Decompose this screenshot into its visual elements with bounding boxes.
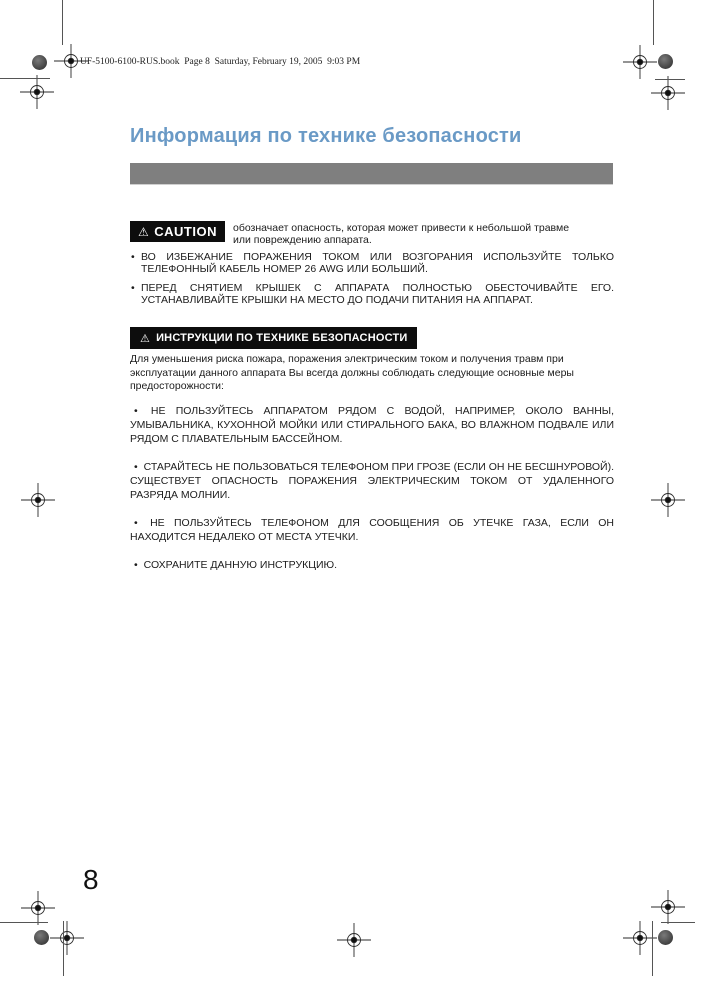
crop-line: [63, 921, 64, 976]
list-item: [130, 282, 614, 306]
bullet-icon: •: [131, 282, 135, 294]
registration-crosshair-icon: [651, 483, 685, 517]
caution-label: [130, 221, 225, 242]
bullet-text: НЕ ПОЛЬЗУЙТЕСЬ ТЕЛЕФОНОМ ДЛЯ СООБЩЕНИЯ ОБ УТЕЧКЕ ГАЗА, ЕСЛИ ОН НАХОДИТСЯ НЕДАЛЕКО ОТ МЕСТА УТЕЧКИ.: [130, 517, 615, 543]
registration-dot: [658, 930, 673, 945]
title-divider-bar: [130, 163, 613, 185]
registration-dot: [34, 930, 49, 945]
safety-intro: Для уменьшения риска пожара, поражения электрическим током и получения травм при эксплуатации данного аппарата Вы всегда должны соблюдать следующие основные меры предосторожности:: [130, 353, 574, 392]
crop-line: [62, 0, 63, 45]
list-item: [130, 516, 614, 544]
registration-crosshair-icon: [651, 890, 685, 924]
bullet-text: ВО ИЗБЕЖАНИЕ ПОРАЖЕНИЯ ТОКОМ ИЛИ ВОЗГОРАНИЯ ИСПОЛЬЗУЙТЕ ТОЛЬКО ТЕЛЕФОННЫЙ КАБЕЛЬ НОМЕР 26 AWG ИЛИ БОЛЬШИЙ.: [141, 251, 614, 275]
registration-crosshair-icon: [21, 891, 55, 925]
bullet-icon: •: [134, 461, 138, 473]
registration-crosshair-icon: [337, 923, 371, 957]
crop-line: [652, 921, 653, 976]
bullet-text: СТАРАЙТЕСЬ НЕ ПОЛЬЗОВАТЬСЯ ТЕЛЕФОНОМ ПРИ ГРОЗЕ (ЕСЛИ ОН НЕ БЕСШНУРОВОЙ). СУЩЕСТВУЕТ ОПАСНОСТЬ ПОРАЖЕНИЯ ЭЛЕКТРИЧЕСКИМ ТОКОМ ОТ УДАЛЕННОГО РАЗРЯДА МОЛНИИ.: [130, 461, 614, 501]
crop-line: [0, 922, 48, 923]
warning-triangle-icon: ⚠: [140, 332, 151, 345]
bullet-icon: •: [134, 517, 138, 529]
bullet-icon: •: [134, 405, 138, 417]
registration-crosshair-icon: [651, 76, 685, 110]
bullet-icon: •: [131, 251, 135, 263]
registration-crosshair-icon: [623, 45, 657, 79]
caution-description: обозначает опасность, которая может привести к небольшой травме или повреждению аппарата.: [232, 222, 570, 246]
registration-dot: [658, 54, 673, 69]
file-header: UF-5100-6100-RUS.book Page 8 Saturday, February 19, 2005 9:03 PM: [80, 57, 361, 67]
caution-section: [130, 221, 589, 246]
caution-bullet-list: [130, 251, 614, 313]
crop-line: [655, 79, 685, 80]
registration-crosshair-icon: [50, 921, 84, 955]
bullet-icon: •: [134, 559, 138, 571]
page-number: 8: [83, 864, 99, 895]
warning-triangle-icon: ⚠: [138, 224, 150, 239]
list-item: [130, 404, 614, 446]
registration-dot: [32, 55, 47, 70]
registration-crosshair-icon: [21, 483, 55, 517]
caution-label-text: CAUTION: [154, 224, 217, 239]
crop-line: [0, 78, 50, 79]
crop-line: [653, 0, 654, 45]
safety-instructions-heading: [130, 327, 417, 349]
safety-bullet-list: [130, 404, 614, 586]
page-title: Информация по технике безопасности: [130, 125, 522, 147]
bullet-text: НЕ ПОЛЬЗУЙТЕСЬ АППАРАТОМ РЯДОМ С ВОДОЙ, НАПРИМЕР, ОКОЛО ВАННЫ, УМЫВАЛЬНИКА, КУХОННОЙ МОЙКИ ИЛИ СТИРАЛЬНОГО БАКА, ВО ВЛАЖНОМ ПОДВАЛЕ ИЛИ РЯДОМ С ПЛАВАТЕЛЬНЫМ БАССЕЙНОМ.: [130, 405, 614, 445]
registration-crosshair-icon: [20, 75, 54, 109]
list-item: [130, 251, 614, 275]
crop-line: [661, 922, 695, 923]
bullet-text: ПЕРЕД СНЯТИЕМ КРЫШЕК С АППАРАТА ПОЛНОСТЬЮ ОБЕСТОЧИВАЙТЕ ЕГО. УСТАНАВЛИВАЙТЕ КРЫШКИ НА МЕСТО ДО ПОДАЧИ ПИТАНИЯ НА АППАРАТ.: [141, 282, 614, 306]
bullet-text: СОХРАНИТЕ ДАННУЮ ИНСТРУКЦИЮ.: [143, 559, 338, 571]
list-item: [130, 558, 614, 572]
list-item: [130, 460, 614, 502]
safety-heading-text: ИНСТРУКЦИИ ПО ТЕХНИКЕ БЕЗОПАСНОСТИ: [156, 332, 408, 344]
